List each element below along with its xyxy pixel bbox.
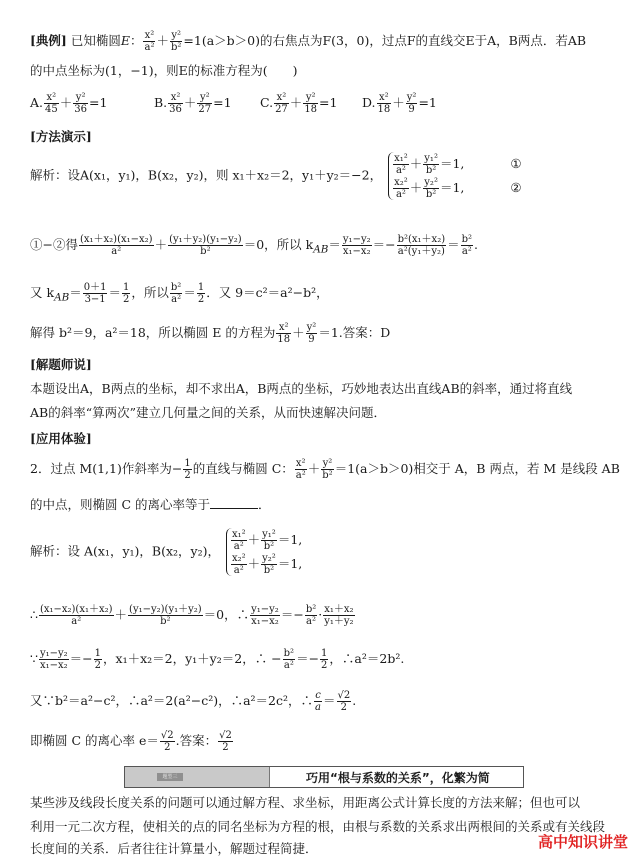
closing-line-3: 长度间的关系．后者往往计算量小，解题过程简捷． xyxy=(30,841,318,856)
practice-therefore: ∴ $\frac{\text{(x₁−x₂)(x₁＋x₂)}}{\text{a²}}$ ＋ $\frac{\text{(y₁−y₂)(y₁＋y₂)}}{\text{b²}}$ ＝0，∴ $\frac{\text{y₁−y₂}}{\text{x₁−x₂}}$ ＝− $\frac{\text{b²}}{\text{a²}}$ · $\frac{\text{x₁＋x₂}}{\text{y₁＋y₂}}$ xyxy=(30,604,354,627)
options-row xyxy=(30,92,624,115)
answer-blank xyxy=(210,508,258,509)
practice-equation-system: $\frac{\text{x₁²}}{\text{a²}}$ ＋ $\frac{\text{y₁²}}{\text{b²}}$ ＝1, $\frac{\text{x₂²}}{\text{a²}}$ ＋ $\frac{\text{y₂²}}{\text{b²}}$ ＝1, xyxy=(226,528,302,576)
mark-2: ② xyxy=(510,180,522,195)
option-d: D. $\frac{\text{x²}}{18}$ ＋ $\frac{\text{y²}}{9}$ =1 xyxy=(361,92,437,115)
method-tag: [方法演示] xyxy=(30,129,92,144)
closing-line-1: 某些涉及线段长度关系的问题可以通过解方程、求坐标，用距离公式计算长度的方法来解；但也可以 xyxy=(30,795,581,810)
insight-line-2: AB的斜率“算两次”建立几何量之间的关系，从而快速解决问题． xyxy=(30,405,386,420)
section-banner xyxy=(124,766,524,788)
option-c: C. $\frac{\text{x²}}{27}$ ＋ $\frac{\text{y²}}{18}$ =1 xyxy=(259,92,338,115)
closing-line-2: 利用一元二次方程，使相关的点的同名坐标为方程的根，由根与系数的关系求出两根间的关系或有关线段 xyxy=(30,819,606,834)
option-b: B. $\frac{\text{x²}}{36}$ ＋ $\frac{\text{y²}}{27}$ =1 xyxy=(153,92,232,115)
practice-question-line-2: 的中点，则椭圆 C 的离心率等于 ． xyxy=(30,497,271,512)
practice-solution: 解析：设 A(x₁，y₁)，B(x₂，y₂)， $\frac{\text{x₁²}}{\text{a²}}$ ＋ $\frac{\text{y₁²}}{\text{b²}}$ ＝1, $\frac{\text{x₂²}}{\text{a²}}$ ＋ $\frac{\text{y₂²}}{\text{b²}}$ ＝1, xyxy=(30,529,303,576)
section-title: 巧用“根与系数的关系”，化繁为简 xyxy=(306,770,490,785)
insight-line-1: 本题设出A，B两点的坐标，却不求出A，B两点的坐标，巧妙地表达出直线AB的斜率，通过将直线 xyxy=(30,381,573,396)
practice-eccentricity: 即椭圆 C 的离心率 e＝ $\frac{√2}{2}$ .答案： $\frac{√2}{2}$ xyxy=(30,730,232,753)
practice-tag: [应用体验] xyxy=(30,431,92,446)
insight-tag: [解题师说] xyxy=(30,357,92,372)
practice-because: ∵ $\frac{\text{y₁−y₂}}{\text{x₁−x₂}}$ ＝− $\frac{1}{2}$ ，x₁＋x₂＝2，y₁＋y₂＝2，∴ − $\frac{\text{b²}}{\text{a²}}$ ＝− $\frac{1}{2}$ ，∴a²＝2b². xyxy=(30,648,405,671)
watermark: 高中知识讲堂 xyxy=(537,833,628,851)
practice-question: 2．过点 M(1,1)作斜率为− $\frac{1}{2}$ 的直线与椭圆 C： $\frac{\text{x²}}{\text{a²}}$ ＋ $\frac{\text{y²}}{\text{b²}}$ ＝1(a＞b＞0)相交于 A，B 两点，若 M 是线段 AB xyxy=(30,458,620,481)
option-a: A. $\frac{\text{x²}}{45}$ ＋ $\frac{\text{y²}}{36}$ =1 xyxy=(30,92,108,115)
practice-also: 又∵b²＝a²−c²，∴a²＝2(a²−c²)，∴a²＝2c²，∴ $\frac{c}{a}$ ＝ $\frac{√2}{2}$ . xyxy=(30,690,357,713)
mark-1: ① xyxy=(510,156,522,171)
example-line-2: 的中点坐标为(1，−1)，则E的标准方程为( ) xyxy=(30,63,298,78)
section-number-badge: 题型三 xyxy=(157,773,183,781)
method-solution: 解析：设A(x₁，y₁)，B(x₂，y₂)，则 x₁＋x₂＝2，y₁＋y₂＝−2， $\frac{\text{x₁²}}{\text{a²}}$ ＋ $\frac{\text{y₁²}}{\text{b²}}$ ＝1, $\frac{\text{x₂²}}{\text{a²}}$ ＋ $\frac{\text{y₂²}}{\text{b²}}$ ＝1, ① ② xyxy=(30,153,522,200)
method-result: 解得 b²＝9，a²＝18，所以椭圆 E 的方程为 $\frac{\text{x²}}{18}$ ＋ $\frac{\text{y²}}{9}$ ＝1.答案：D xyxy=(30,322,391,345)
method-difference: ①−②得 $\frac{\text{(x₁＋x₂)(x₁−x₂)}}{\text{a²}}$ ＋ $\frac{\text{(y₁＋y₂)(y₁−y₂)}}{\text{b²}}$ ＝0，所以 $k_{AB}=$ $\frac{\text{y₁−y₂}}{\text{x₁−x₂}}$ ＝− $\frac{\text{b²(x₁＋x₂)}}{\text{a²(y₁＋y₂)}}$ ＝ $\frac{\text{b²}}{\text{a²}}$ . xyxy=(30,234,479,257)
example-tag: [典例] xyxy=(30,33,67,48)
equation-system: $\frac{\text{x₁²}}{\text{a²}}$ ＋ $\frac{\text{y₁²}}{\text{b²}}$ ＝1, $\frac{\text{x₂²}}{\text{a²}}$ ＋ $\frac{\text{y₂²}}{\text{b²}}$ ＝1, xyxy=(388,152,464,200)
method-slope: 又 $k_{AB}=$ $\frac{0+1}{3-1}$ ＝ $\frac{1}{2}$ ，所以 $\frac{\text{b²}}{\text{a²}}$ ＝ $\frac{1}{2}$ ．又 9＝c²＝a²−b²， xyxy=(30,282,329,305)
example-line-1: [典例] 已知椭圆E： $\frac{\text{x²}}{\text{a²}}$ ＋ $\frac{\text{y²}}{\text{b²}}$ =1(a＞b＞0)的右焦点为F(3，0)，过点F的直线交E于A，B两点．若AB xyxy=(30,30,587,53)
